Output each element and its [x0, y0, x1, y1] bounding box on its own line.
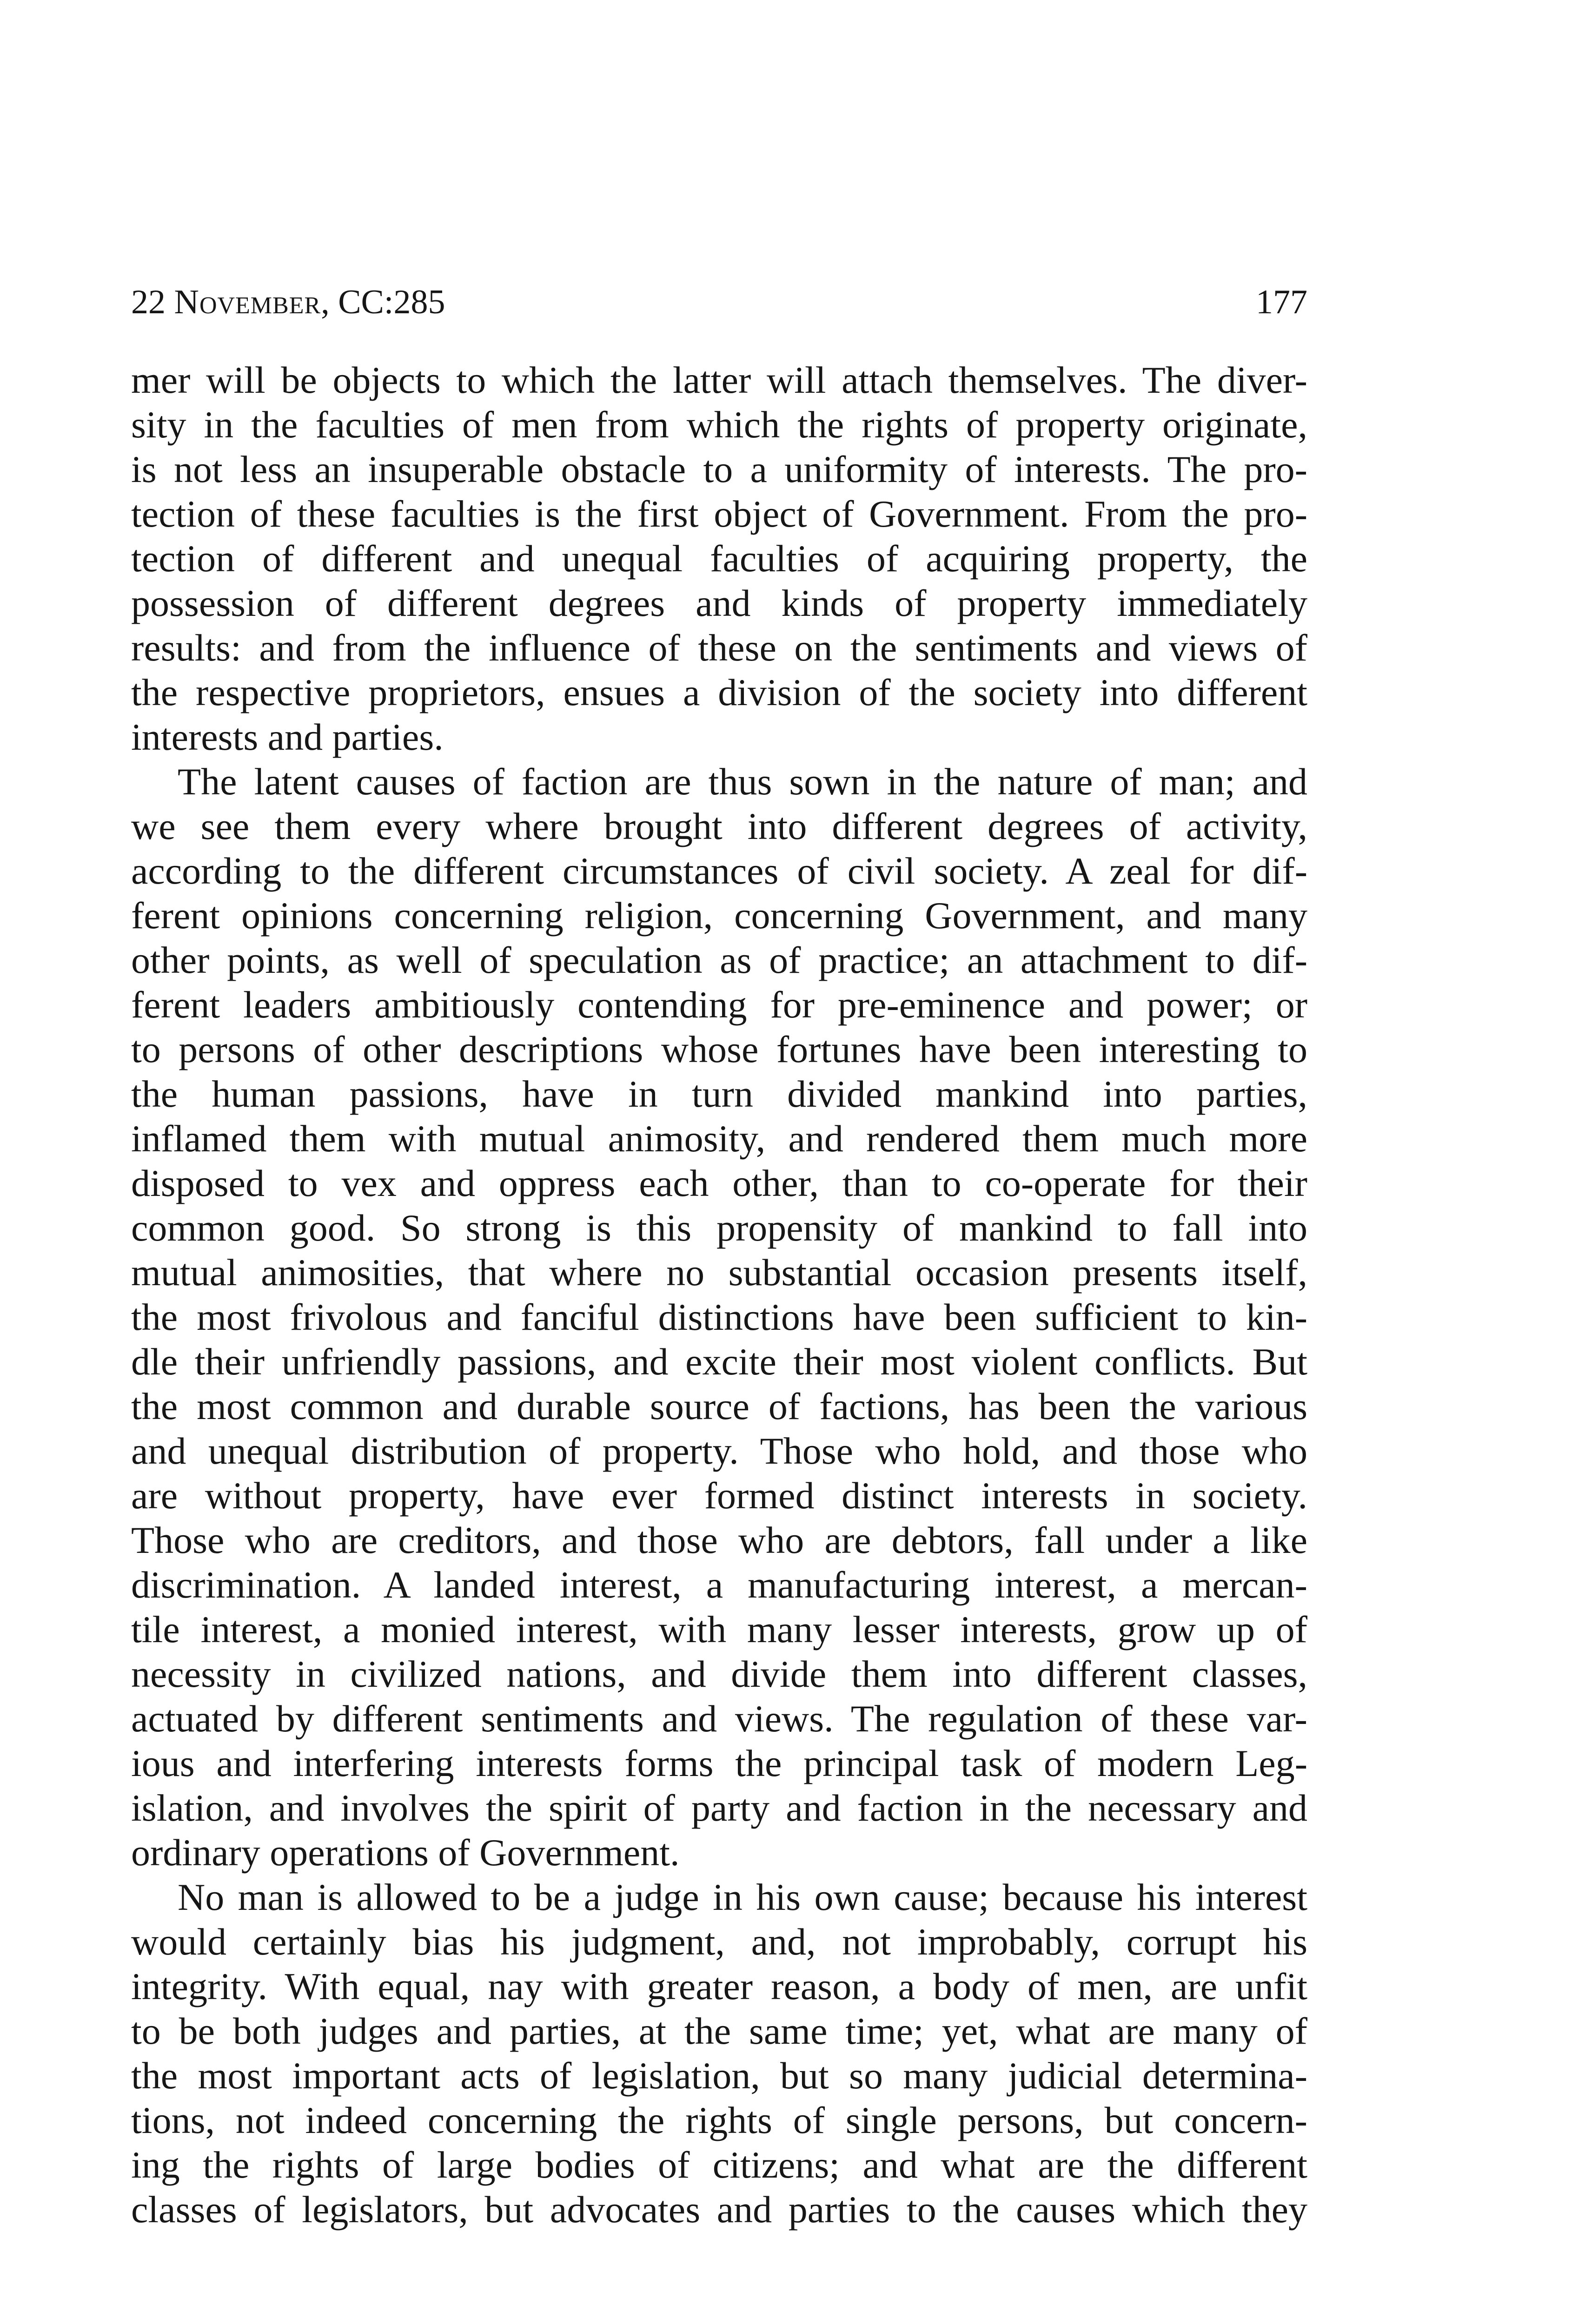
text-line: and unequal distribution of property. Those who hold, and those who [131, 1430, 1307, 1472]
text-line: tions, not indeed concerning the rights of single persons, but concern- [131, 2099, 1307, 2141]
text-line: discrimination. A landed interest, a manufacturing interest, a mercan- [131, 1564, 1307, 1606]
running-head-day: 22 [131, 283, 174, 321]
text-line: would certainly bias his judgment, and, not improbably, corrupt his [131, 1921, 1307, 1963]
text-line: are without property, have ever formed distinct interests in society. [131, 1474, 1307, 1517]
text-line: is not less an insuperable obstacle to a uniformity of interests. The pro- [131, 448, 1307, 490]
text-line: mer will be objects to which the latter will attach themselves. The diver- [131, 359, 1307, 401]
text-line: ious and interfering interests forms the principal task of modern Leg- [131, 1742, 1307, 1784]
text-line: islation, and involves the spirit of party and faction in the necessary and [131, 1787, 1307, 1829]
text-line: interests and parties. [131, 716, 444, 758]
text-line: classes of legislators, but advocates and parties to the causes which they [131, 2188, 1307, 2231]
text-line: actuated by different sentiments and views. The regulation of these var- [131, 1697, 1307, 1740]
text-line: to be both judges and parties, at the same time; yet, what are many of [131, 2010, 1307, 2052]
text-line: according to the different circumstances of civil society. A zeal for dif- [131, 850, 1307, 892]
text-line: the respective proprietors, ensues a division of the society into different [131, 671, 1307, 713]
running-head-month: November [174, 283, 321, 321]
text-line: the most important acts of legislation, but so many judicial determina- [131, 2054, 1307, 2097]
text-line: necessity in civilized nations, and divide them into different classes, [131, 1653, 1307, 1695]
running-head-title [131, 274, 445, 330]
text-line: sity in the faculties of men from which the rights of property originate, [131, 403, 1307, 446]
text-line: the most frivolous and fanciful distinctions have been sufficient to kin- [131, 1296, 1307, 1338]
paragraph-first-line: No man is allowed to be a judge in his own cause; because his interest [178, 1876, 1307, 1918]
text-line: tection of these faculties is the first object of Government. From the pro- [131, 493, 1307, 535]
text-line: ing the rights of large bodies of citizens; and what are the different [131, 2144, 1307, 2186]
text-line: ordinary operations of Government. [131, 1831, 680, 1874]
text-line: the human passions, have in turn divided mankind into parties, [131, 1073, 1307, 1115]
text-line: results: and from the influence of these on the sentiments and views of [131, 627, 1307, 669]
text-line: ferent opinions concerning religion, concerning Government, and many [131, 894, 1307, 937]
text-line: to persons of other descriptions whose fortunes have been interesting to [131, 1028, 1307, 1070]
body-text [131, 358, 1307, 2232]
text-line: ferent leaders ambitiously contending for pre-eminence and power; or [131, 984, 1307, 1026]
text-line: dle their unfriendly passions, and excite their most violent conflicts. But [131, 1340, 1307, 1383]
text-line: tile interest, a monied interest, with many lesser interests, grow up of [131, 1608, 1307, 1651]
running-head-document-number: , CC:285 [321, 283, 445, 321]
text-line: mutual animosities, that where no substantial occasion presents itself, [131, 1251, 1307, 1294]
text-line: disposed to vex and oppress each other, than to co-operate for their [131, 1162, 1307, 1204]
page-number: 177 [1256, 283, 1307, 321]
text-line: the most common and durable source of factions, has been the various [131, 1385, 1307, 1427]
text-line: other points, as well of speculation as of practice; an attachment to dif- [131, 939, 1307, 981]
text-line: Those who are creditors, and those who are debtors, fall under a like [131, 1519, 1307, 1561]
text-line: common good. So strong is this propensity of mankind to fall into [131, 1207, 1307, 1249]
text-line: possession of different degrees and kinds of property immediately [131, 582, 1307, 624]
text-line: we see them every where brought into different degrees of activity, [131, 805, 1307, 847]
running-head [131, 274, 1307, 330]
text-line: integrity. With equal, nay with greater reason, a body of men, are unfit [131, 1965, 1307, 2007]
paragraph-first-line: The latent causes of faction are thus sown in the nature of man; and [178, 760, 1307, 803]
text-line: tection of different and unequal faculties of acquiring property, the [131, 537, 1307, 580]
text-line: inflamed them with mutual animosity, and rendered them much more [131, 1117, 1307, 1160]
